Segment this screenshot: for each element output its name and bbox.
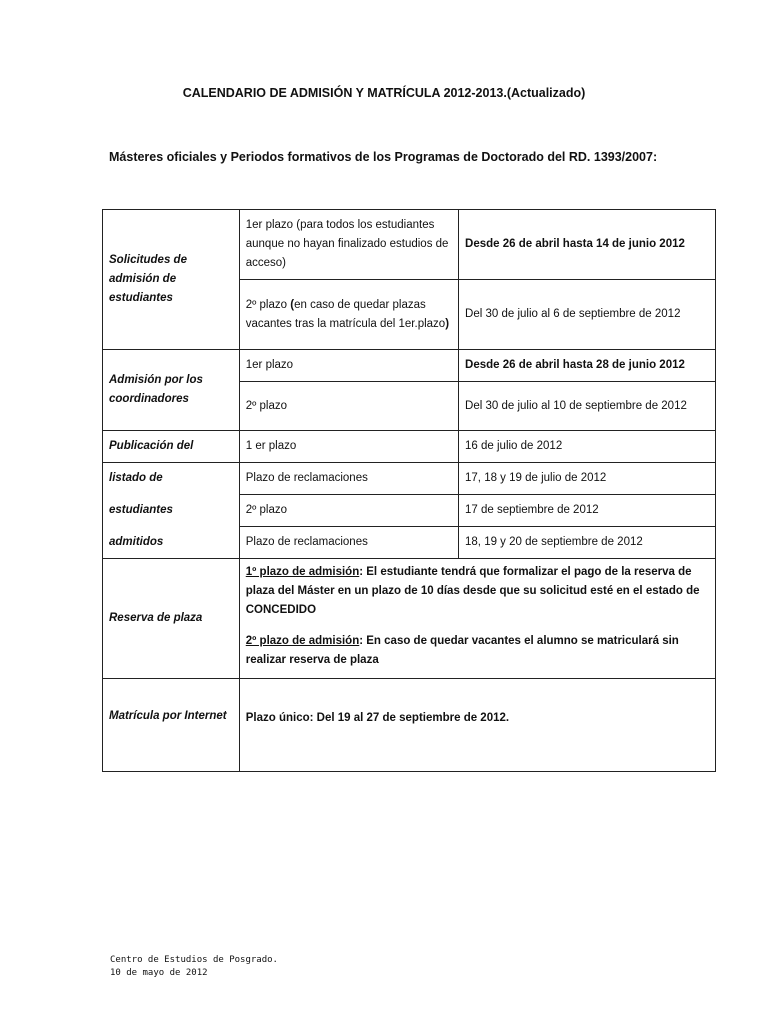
table-row [103,431,716,463]
section-label-publicacion-4: admitidos [103,527,240,559]
plazo-cell [239,280,458,350]
fecha-cell: Desde 26 de abril hasta 28 de junio 2012 [459,350,716,382]
section-label-matricula: Matrícula por Internet [103,679,240,772]
reserva-plazo-1 [246,559,709,628]
table-row [103,559,716,679]
reserva-plazo-1-text: : El estudiante tendrá que formalizar el pago de la reserva de plaza del Máster en un plazo de 10 días desde que su solicitud esté en el estado de CONCEDIDO [245,566,700,616]
document-title: CALENDARIO DE ADMISIÓN Y MATRÍCULA 2012-2013.(Actualizado) [182,86,586,100]
reserva-plazo-2 [246,628,709,678]
plazo-cell: 1er plazo (para todos los estudiantes aunque no hayan finalizado estudios de acceso) [239,210,458,280]
reserva-plazo-1-heading: 1º plazo de admisión [245,566,360,578]
plazo-cell: Plazo de reclamaciones [239,463,458,495]
table-row [103,210,716,280]
table-row [103,527,716,559]
section-label-admision: Admisión por los coordinadores [103,350,240,431]
fecha-cell: 17, 18 y 19 de julio de 2012 [459,463,716,495]
section-label-publicacion-1: Publicación del [103,431,240,463]
fecha-cell: 17 de septiembre de 2012 [459,495,716,527]
table-row [103,463,716,495]
plazo-paren: ( [290,298,295,311]
plazo-text: en caso de quedar plazas vacantes tras la matrícula del 1er.plazo [245,298,446,330]
plazo-cell: 2º plazo [239,382,458,431]
fecha-cell: Del 30 de julio al 10 de septiembre de 2012 [459,382,716,431]
section-label-solicitudes: Solicitudes de admisión de estudiantes [103,210,240,350]
reserva-plazo-2-heading: 2º plazo de admisión [245,635,360,647]
fecha-cell: 18, 19 y 20 de septiembre de 2012 [459,527,716,559]
fecha-cell: Del 30 de julio al 6 de septiembre de 2012 [459,280,716,350]
footer [110,954,278,980]
footer-date: 10 de mayo de 2012 [110,968,208,978]
plazo-cell: 1 er plazo [239,431,458,463]
fecha-cell: Desde 26 de abril hasta 14 de junio 2012 [459,210,716,280]
plazo-cell: 1er plazo [239,350,458,382]
table-row [103,350,716,382]
table-row [103,679,716,772]
document-subtitle: Másteres oficiales y Periodos formativos de los Programas de Doctorado del RD. 1393/2007: [109,150,658,164]
section-label-publicacion-2: listado de [103,463,240,495]
matricula-description: Plazo único: Del 19 al 27 de septiembre de 2012. [239,679,715,772]
plazo-cell: Plazo de reclamaciones [239,527,458,559]
reserva-plazo-2-text: : En caso de quedar vacantes el alumno se matriculará sin realizar reserva de plaza [245,635,679,666]
plazo-paren: ) [445,317,450,330]
section-label-publicacion-3: estudiantes [103,495,240,527]
section-label-reserva: Reserva de plaza [103,559,240,679]
fecha-cell: 16 de julio de 2012 [459,431,716,463]
plazo-cell: 2º plazo [239,495,458,527]
footer-organization: Centro de Estudios de Posgrado. [110,955,278,965]
reserva-description [239,559,715,679]
table-row [103,495,716,527]
admission-calendar-table [102,209,716,772]
plazo-text: 2º plazo [245,298,291,311]
